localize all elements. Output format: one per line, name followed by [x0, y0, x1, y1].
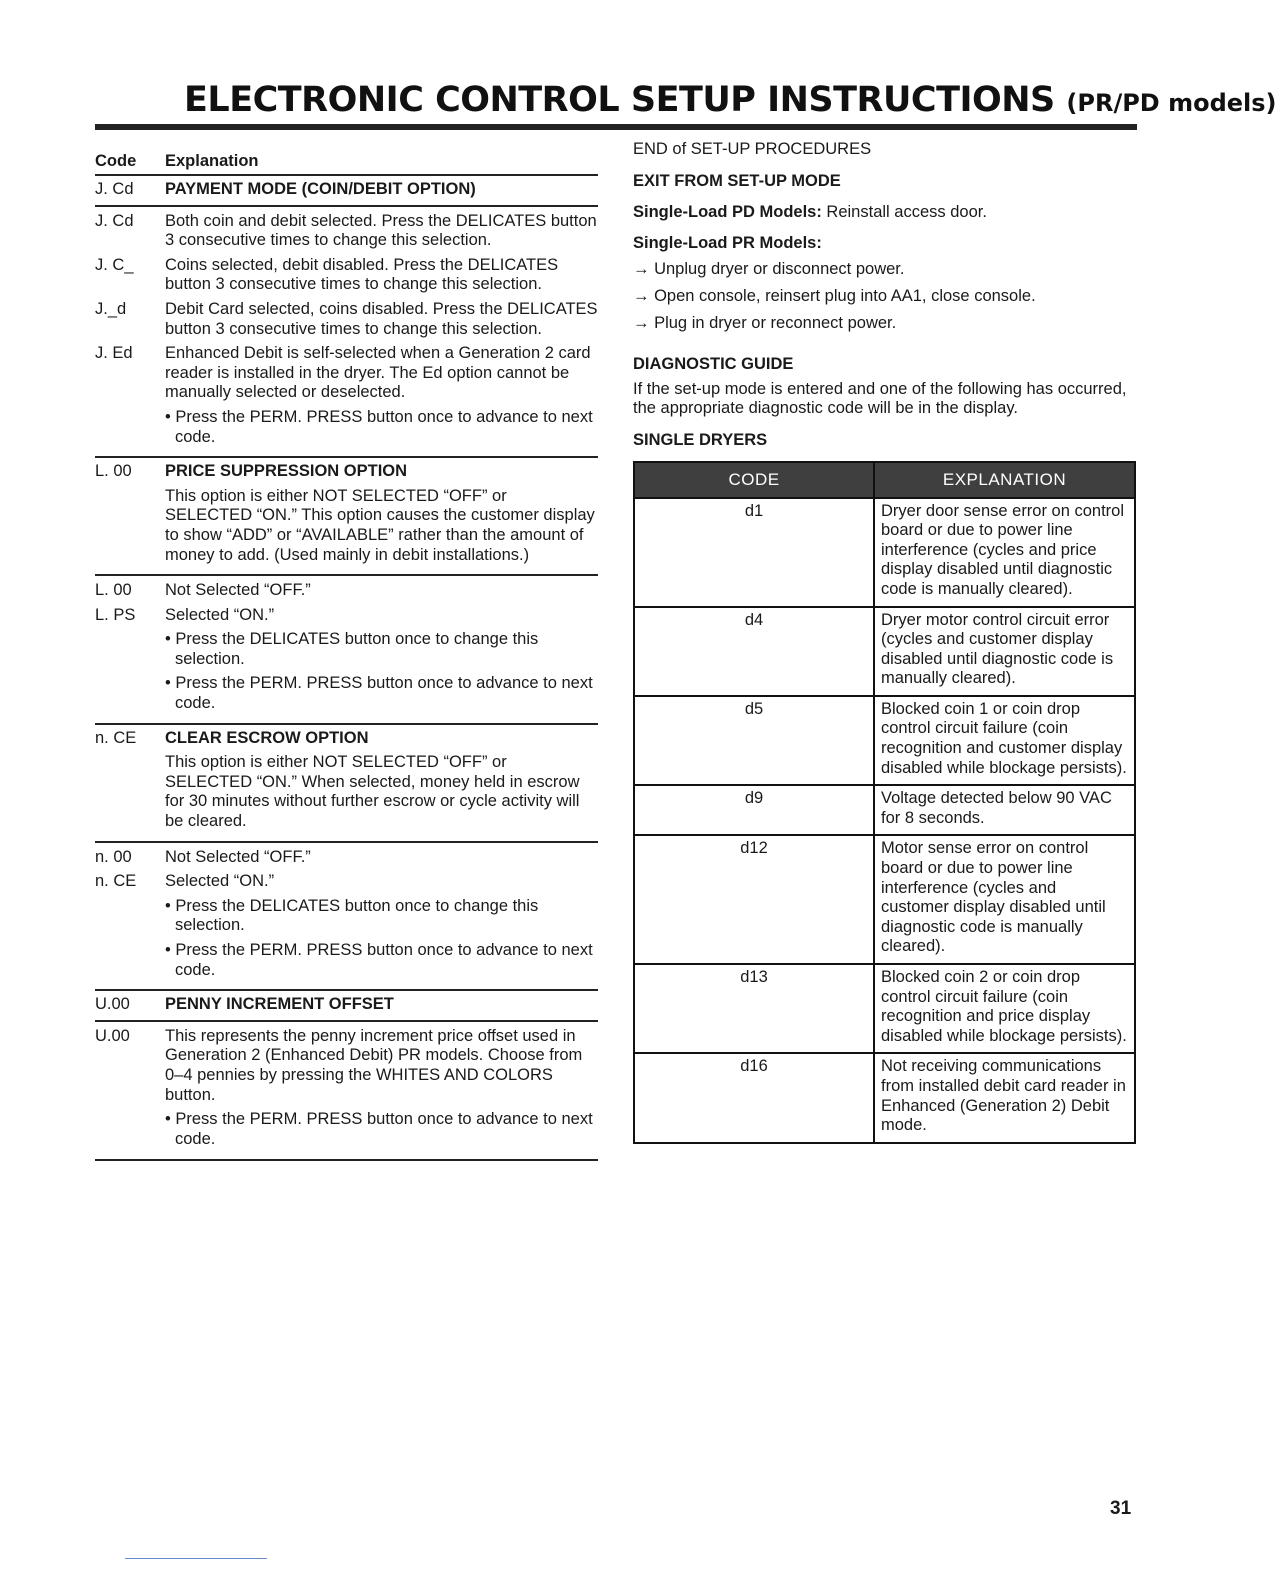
section-code: n. CE: [95, 728, 137, 747]
column-header-explanation: Explanation: [165, 152, 259, 171]
section-code: L. 00: [95, 462, 132, 481]
exit-heading: EXIT FROM SET-UP MODE: [633, 171, 841, 190]
diag-explanation: Dryer door sense error on control board or due to power line interference (cycles and price display disabled until diagnostic code is manually cleared).: [874, 498, 1135, 607]
divider: [95, 574, 598, 576]
page-title: [184, 80, 1277, 120]
diag-explanation: Voltage detected below 90 VAC for 8 seconds.: [874, 785, 1135, 835]
section-code: J. Cd: [95, 180, 134, 198]
code-value: J. C_: [95, 255, 134, 274]
section-heading: PENNY INCREMENT OFFSET: [165, 995, 394, 1014]
pd-instructions: [633, 203, 1138, 223]
right-column: [633, 140, 1138, 1144]
code-value: J. Cd: [95, 211, 134, 230]
table-row: [634, 498, 1135, 607]
diag-code: d5: [634, 696, 874, 785]
diagnostic-guide-heading: DIAGNOSTIC GUIDE: [633, 355, 794, 374]
code-explanation: Enhanced Debit is self-selected when a Generation 2 card reader is installed in the dryer. The Ed option cannot be manually selected or deselected.: [165, 344, 591, 402]
section-description-row: [95, 487, 598, 565]
code-explanation: Not Selected “OFF.”: [165, 581, 311, 600]
footer-line: [125, 1558, 267, 1559]
divider: [95, 1159, 598, 1161]
table-header-code: CODE: [634, 462, 874, 498]
diag-explanation: Blocked coin 1 or coin drop control circuit failure (coin recognition and customer display disabled while blockage persists).: [874, 696, 1135, 785]
instruction-bullet: • Press the PERM. PRESS button once to advance to next code.: [165, 941, 593, 979]
page-title-main: ELECTRONIC CONTROL SETUP INSTRUCTIONS: [184, 80, 1055, 120]
code-row: [95, 344, 598, 403]
section-price-suppression: [95, 456, 598, 487]
code-row: [95, 606, 598, 626]
code-value: J._d: [95, 299, 127, 318]
code-value: L. 00: [95, 581, 132, 600]
diag-explanation: Dryer motor control circuit error (cycles and customer display disabled until diagnostic code is manually cleared).: [874, 607, 1135, 696]
diag-explanation: Motor sense error on control board or due to power line interference (cycles and customer display disabled until diagnostic code is manually cleared).: [874, 835, 1135, 964]
table-row: [634, 1053, 1135, 1142]
diagnostic-intro: If the set-up mode is entered and one of the following has occurred, the appropriate diagnostic code will be in the display.: [633, 379, 1127, 418]
code-explanation: Not Selected “OFF.”: [165, 847, 311, 866]
table-row: [634, 785, 1135, 835]
diag-code: d13: [634, 964, 874, 1053]
diag-explanation: Not receiving communications from installed debit card reader in Enhanced (Generation 2) Debit mode.: [874, 1053, 1135, 1142]
instruction-bullet: • Press the PERM. PRESS button once to advance to next code.: [165, 407, 593, 446]
diagnostic-table: [633, 461, 1136, 1144]
spacer: [95, 487, 165, 565]
diag-code: d16: [634, 1053, 874, 1142]
section-heading: PAYMENT MODE (COIN/DEBIT OPTION): [165, 180, 476, 198]
section-description: This option is either NOT SELECTED “OFF” or SELECTED “ON.” When selected, money held in escrow for 30 minutes without further escrow or cycle activity will be cleared.: [165, 753, 580, 831]
code-value: J. Ed: [95, 344, 133, 363]
diag-explanation: Blocked coin 2 or coin drop control circuit failure (coin recognition and price display disabled while blockage persists).: [874, 964, 1135, 1053]
instruction-bullet: • Press the DELICATES button once to change this selection.: [165, 896, 539, 935]
diag-code: d4: [634, 607, 874, 696]
code-row: [95, 256, 598, 295]
single-dryers-heading: SINGLE DRYERS: [633, 430, 768, 449]
code-value: U.00: [95, 1026, 130, 1045]
code-explanation: Debit Card selected, coins disabled. Press the DELICATES button 3 consecutive times to change this selection.: [165, 299, 598, 338]
pr-step: → Open console, reinsert plug into AA1, close console.: [633, 286, 1036, 305]
code-row: [95, 581, 598, 601]
section-description: This option is either NOT SELECTED “OFF” or SELECTED “ON.” This option causes the customer display to show “ADD” or “AVAILABLE” rather than the amount of money to add. (Used mainly in debit installations.): [165, 486, 595, 564]
pr-step: → Unplug dryer or disconnect power.: [633, 260, 905, 279]
diag-code: d9: [634, 785, 874, 835]
code-row: [95, 300, 598, 339]
pd-label: Single-Load PD Models:: [633, 203, 822, 222]
end-setup-label: END of SET-UP PROCEDURES: [633, 140, 872, 158]
page-title-models: (PR/PD models): [1066, 89, 1277, 117]
diag-code: d12: [634, 835, 874, 964]
code-explanation: Both coin and debit selected. Press the DELICATES button 3 consecutive times to change this selection.: [165, 211, 597, 250]
section-heading: PRICE SUPPRESSION OPTION: [165, 462, 408, 481]
section-description-row: [95, 753, 598, 831]
pr-label: Single-Load PR Models:: [633, 233, 822, 252]
code-row: [95, 848, 598, 868]
page-number: 31: [1110, 1498, 1132, 1519]
divider: [95, 841, 598, 843]
table-header-explanation: EXPLANATION: [874, 462, 1135, 498]
table-row: [634, 607, 1135, 696]
section-clear-escrow: [95, 723, 598, 754]
column-headers: [95, 150, 598, 174]
section-payment-mode: [95, 174, 598, 207]
table-row: [634, 696, 1135, 785]
table-header-row: [634, 462, 1135, 498]
pr-step: → Plug in dryer or reconnect power.: [633, 313, 897, 332]
code-value: L. PS: [95, 605, 136, 624]
diag-code: d1: [634, 498, 874, 607]
instruction-bullet: • Press the PERM. PRESS button once to advance to next code.: [165, 1110, 593, 1148]
code-row: [95, 1027, 598, 1105]
code-value: n. 00: [95, 847, 132, 866]
code-row: [95, 872, 598, 892]
setup-code-table: [95, 150, 598, 1161]
instruction-bullet: • Press the DELICATES button once to change this selection.: [165, 630, 539, 668]
instruction-bullet: • Press the PERM. PRESS button once to advance to next code.: [165, 674, 593, 713]
section-code: U.00: [95, 995, 130, 1014]
column-header-code: Code: [95, 152, 137, 171]
spacer: [95, 753, 165, 831]
code-explanation: Coins selected, debit disabled. Press the DELICATES button 3 consecutive times to change this selection.: [165, 255, 559, 294]
code-explanation: This represents the penny increment price offset used in Generation 2 (Enhanced Debit) PR models. Choose from 0–4 pennies by pressing the WHITES AND COLORS button.: [165, 1026, 583, 1104]
table-row: [634, 835, 1135, 964]
table-row: [634, 964, 1135, 1053]
section-penny-increment: [95, 989, 598, 1022]
code-value: n. CE: [95, 872, 137, 891]
section-heading: CLEAR ESCROW OPTION: [165, 728, 369, 747]
code-row: [95, 212, 598, 251]
title-rule: [95, 124, 1137, 130]
code-explanation: Selected “ON.”: [165, 605, 275, 624]
code-explanation: Selected “ON.”: [165, 872, 275, 891]
pd-text: Reinstall access door.: [821, 203, 987, 222]
